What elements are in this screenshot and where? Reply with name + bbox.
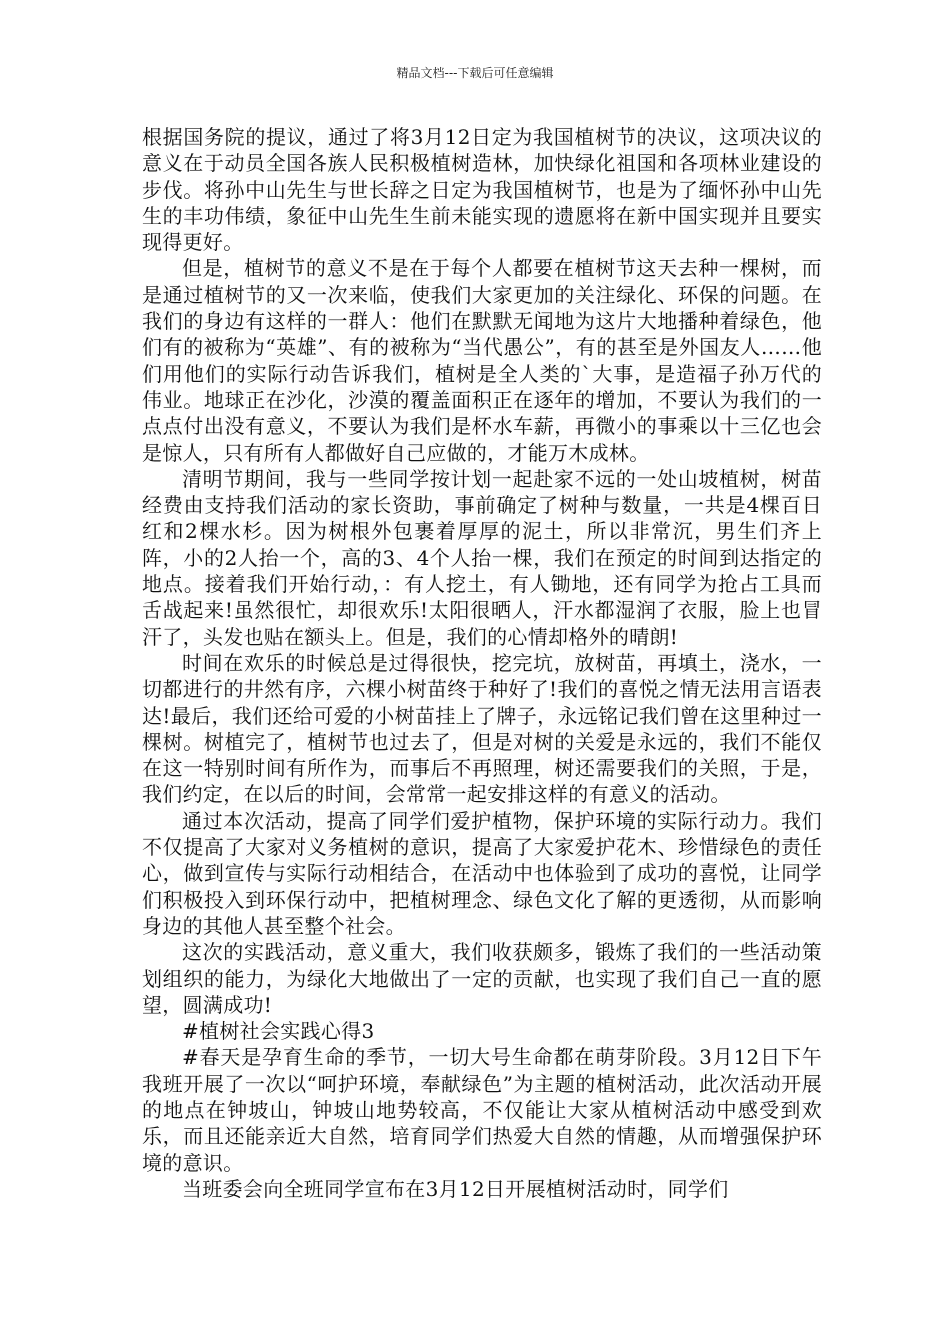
paragraph: 清明节期间，我与一些同学按计划一起赴家不远的一处山坡植树，树苗经费由支持我们活动的家长资助，事前确定了树种与数量，一共是4棵百日红和2棵水杉。因为树根外包裹着厚厚的泥土，所以非常沉，男生们齐上阵，小的2人抬一个，高的3、4个人抬一棵，我们在预定的时间到达指定的地点。接着我们开始行动，：有人挖土，有人锄地，还有同学为抢占工具而舌战起来!虽然很忙，却很欢乐!太阳很晒人，汗水都湿润了衣服，脸上也冒汗了，头发也贴在额头上。但是，我们的心情却格外的晴朗! — [142, 466, 822, 649]
paragraph: #春天是孕育生命的季节，一切大号生命都在萌芽阶段。3月12日下午我班开展了一次以“呵护环境，奉献绿色”为主题的植树活动，此次活动开展的地点在钟坡山，钟坡山地势较高，不仅能让大家从植树活动中感受到欢乐，而且还能亲近大自然，培育同学们热爱大自然的情趣，从而增强保护环境的意识。 — [142, 1045, 822, 1175]
paragraph: 根据国务院的提议，通过了将3月12日定为我国植树节的决议，这项决议的意义在于动员全国各族人民积极植树造林，加快绿化祖国和各项林业建设的步伐。将孙中山先生与世长辞之日定为我国植树节，也是为了缅怀孙中山先生的丰功伟绩，象征中山先生生前未能实现的遗愿将在新中国实现并且要实现得更好。 — [142, 125, 822, 255]
document-body — [142, 124, 822, 1202]
section-heading: #植树社会实践心得3 — [182, 1019, 375, 1044]
paragraph: 当班委会向全班同学宣布在3月12日开展植树活动时，同学们 — [182, 1176, 729, 1201]
paragraph: 这次的实践活动，意义重大，我们收获颇多，锻炼了我们的一些活动策划组织的能力，为绿化大地做出了一定的贡献，也实现了我们自己一直的愿望，圆满成功! — [142, 940, 822, 1017]
paragraph: 但是，植树节的意义不是在于每个人都要在植树节这天去种一棵树，而是通过植树节的又一次来临，使我们大家更加的关注绿化、环保的问题。在我们的身边有这样的一群人：他们在默默无闻地为这片大地播种着绿色，他们有的被称为“英雄”、有的被称为“当代愚公”，有的甚至是外国友人……他们用他们的实际行动告诉我们，植树是全人类的`大事，是造福子孙万代的伟业。地球正在沙化，沙漠的覆盖面积正在逐年的增加，不要认为我们的一点点付出没有意义，不要认为我们是杯水车薪，再微小的事乘以十三亿也会是惊人，只有所有人都做好自己应做的，才能万木成林。 — [142, 256, 822, 465]
page-header: 精品文档---下载后可任意编辑 — [396, 66, 554, 80]
paragraph: 时间在欢乐的时候总是过得很快，挖完坑，放树苗，再填土，浇水，一切都进行的井然有序，六棵小树苗终于种好了!我们的喜悦之情无法用言语表达!最后，我们还给可爱的小树苗挂上了牌子，永远铭记我们曾在这里种过一棵树。树植完了，植树节也过去了，但是对树的关爱是永远的，我们不能仅在这一特别时间有所作为，而事后不再照理，树还需要我们的关照，于是，我们约定，在以后的时间，会常常一起安排这样的有意义的活动。 — [142, 650, 822, 807]
paragraph: 通过本次活动，提高了同学们爱护植物，保护环境的实际行动力。我们不仅提高了大家对义务植树的意识，提高了大家爱护花木、珍惜绿色的责任心，做到宣传与实际行动相结合，在活动中也体验到了成功的喜悦，让同学们积极投入到环保行动中，把植树理念、绿色文化了解的更透彻，从而影响身边的其他人甚至整个社会。 — [142, 808, 822, 938]
